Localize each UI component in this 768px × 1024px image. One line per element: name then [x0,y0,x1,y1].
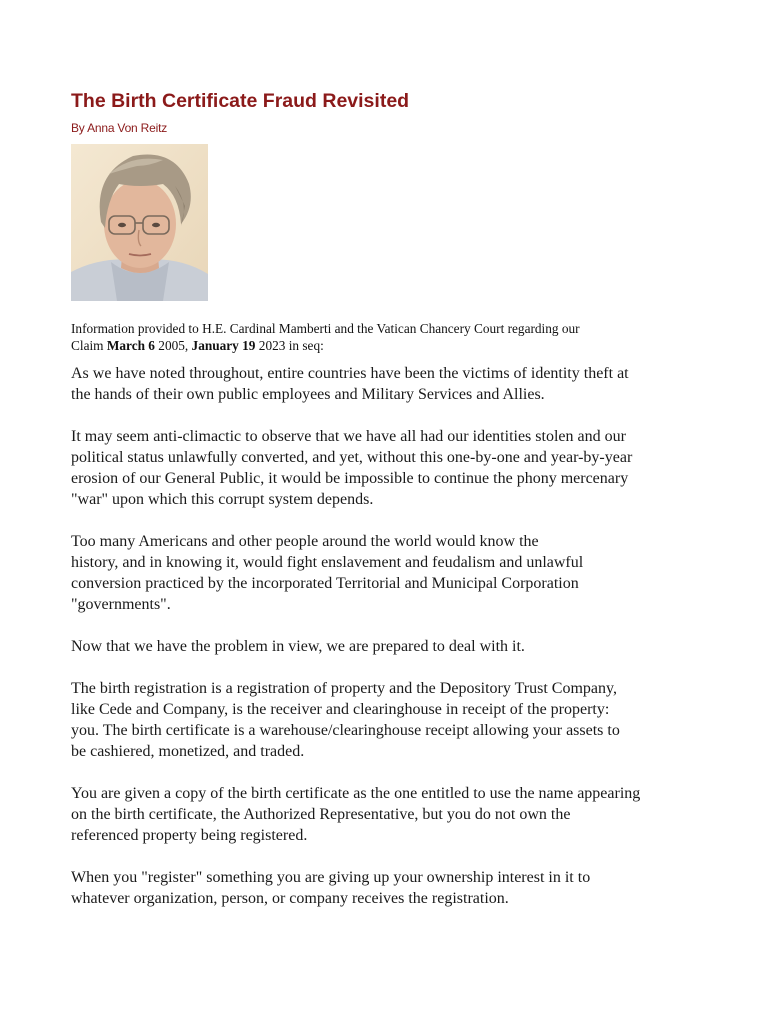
paragraph-line: the hands of their own public employees and Military Services and Allies. [71,386,545,403]
body-paragraph [71,783,711,846]
body-paragraph [71,531,711,615]
intro-claim-prefix: Claim [71,338,107,353]
paragraph-line: on the birth certificate, the Authorized Representative, but you do not own the [71,806,571,823]
paragraph-line: conversion practiced by the incorporated Territorial and Municipal Corporation [71,575,579,592]
intro-suffix: 2023 in seq: [255,338,324,353]
paragraph-line: Too many Americans and other people around the world would know the [71,533,539,550]
author-photo [71,144,208,301]
intro-date-2: January 19 [191,338,256,353]
paragraph-line: like Cede and Company, is the receiver and clearinghouse in receipt of the property: [71,701,610,718]
article-title: The Birth Certificate Fraud Revisited [71,90,410,112]
paragraph-line: you. The birth certificate is a warehouse/clearinghouse receipt allowing your assets to [71,722,620,739]
paragraph-line: "governments". [71,596,171,613]
paragraph-line: The birth registration is a registration of property and the Depository Trust Company, [71,680,617,697]
paragraph-line: political status unlawfully converted, and yet, without this one-by-one and year-by-year [71,449,633,466]
paragraph-line: "war" upon which this corrupt system depends. [71,491,374,508]
body-paragraph [71,678,711,762]
paragraph-line: Now that we have the problem in view, we are prepared to deal with it. [71,638,525,655]
paragraph-line: whatever organization, person, or company receives the registration. [71,890,509,907]
paragraph-line: It may seem anti-climactic to observe that we have all had our identities stolen and our [71,428,626,445]
paragraph-line: You are given a copy of the birth certificate as the one entitled to use the name appearing [71,785,641,802]
portrait-illustration [71,144,208,301]
body-paragraph [71,426,711,510]
paragraph-line: referenced property being registered. [71,827,308,844]
body-paragraph [71,636,711,657]
intro-date-1: March 6 [106,338,155,353]
paragraph-line: As we have noted throughout, entire countries have been the victims of identity theft at [71,365,629,382]
intro-line: Information provided to H.E. Cardinal Mamberti and the Vatican Chancery Court regarding our [71,321,580,336]
paragraph-line: erosion of our General Public, it would be impossible to continue the phony mercenary [71,470,629,487]
intro-note [71,320,711,354]
author-byline: By Anna Von Reitz [71,121,167,135]
paragraph-line: be cashiered, monetized, and traded. [71,743,305,760]
body-paragraph [71,867,711,909]
article-header [71,88,711,301]
article-body [71,363,711,930]
paragraph-line: When you "register" something you are giving up your ownership interest in it to [71,869,591,886]
intro-mid: 2005, [154,338,192,353]
paragraph-line: history, and in knowing it, would fight enslavement and feudalism and unlawful [71,554,584,571]
body-paragraph [71,363,711,405]
